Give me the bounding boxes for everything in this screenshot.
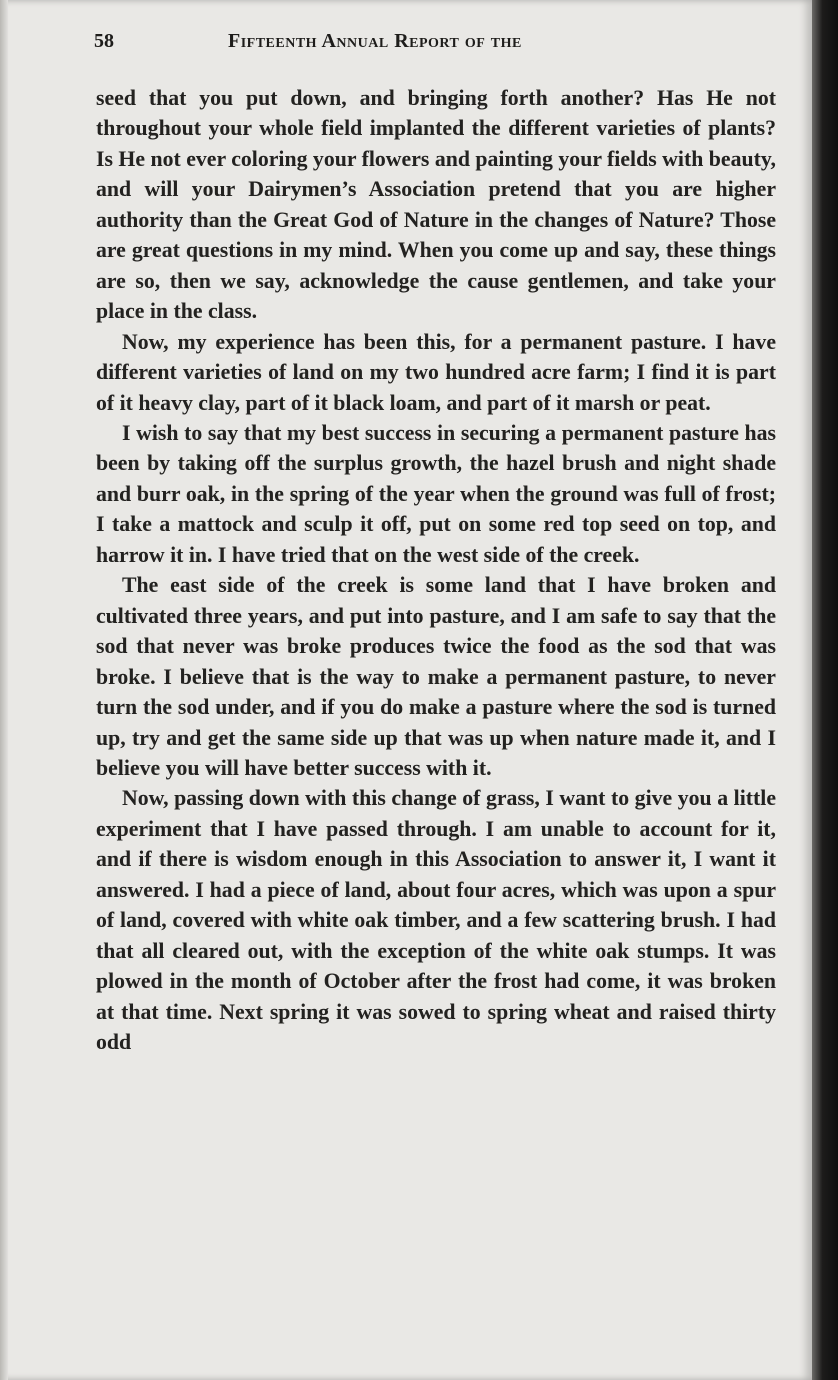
paragraph-permanent-pasture: Now, my experience has been this, for a permanent pasture. I have different varieties of land on my two hundred acre farm; I find it is part of it heavy clay, part of it black loam, and part of it marsh or peat. — [96, 329, 776, 415]
paragraph-experiment: Now, passing down with this change of grass, I want to give you a little experiment that I have passed through. I am unable to account for it, and if there is wisdom enough in this Association to answer it, I want it answered. I had a piece of land, about four acres, which was upon a spur of land, covered with white oak timber, and a few scattering brush. I had that all cleared out, with the exception of the white oak stumps. It was plowed in the month of October after the frost had come, it was broken at that time. Next spring it was sowed to spring wheat and raised thirty odd — [96, 786, 776, 1055]
paragraph-best-success: I wish to say that my best success in securing a permanent pasture has been by taking off the surplus growth, the hazel brush and night shade and burr oak, in the spring of the year when the ground was full of frost; I take a mattock and sculp it off, put on some red top seed on top, and harrow it in. I have tried that on the west side of the creek. — [96, 420, 776, 567]
paragraph-continuation: seed that you put down, and bringing forth another? Has He not throughout your whole field implanted the different varieties of plants? Is He not ever coloring your flowers and painting your fields with beauty, and will your Dairymen’s Association pretend that you are higher authority than the Great God of Nature in the changes of Nature? Those are great questions in my mind. When you come up and say, these things are so, then we say, acknowledge the cause gentlemen, and take your place in the class. — [96, 86, 776, 324]
body-text — [96, 83, 776, 1058]
running-title: Fifteenth Annual Report of the — [228, 30, 522, 52]
page-left-edge — [0, 0, 8, 1380]
paragraph-east-side: The east side of the creek is some land that I have broken and cultivated three years, and put into pasture, and I am safe to say that the sod that never was broke produces twice the food as the sod that was broke. I believe that is the way to make a permanent pasture, to never turn the sod under, and if you do make a pasture where the sod is turned up, try and get the same side up that was up when nature made it, and I believe you will have better success with it. — [96, 573, 776, 780]
page-number: 58 — [94, 30, 114, 52]
book-spine-shadow — [812, 0, 838, 1380]
page-header — [94, 30, 784, 60]
